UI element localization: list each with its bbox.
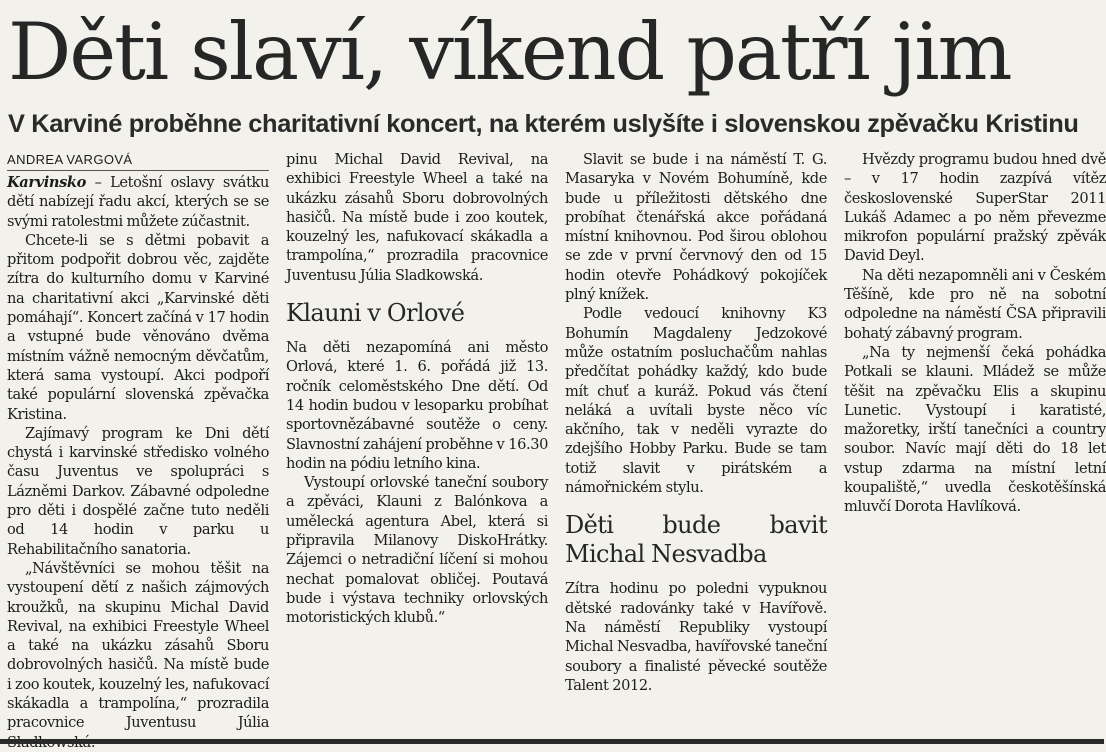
bottom-rule bbox=[0, 739, 1104, 744]
dateline-place: Karvinsko bbox=[7, 174, 86, 191]
headline: Děti slaví, víkend patří jim bbox=[8, 6, 1011, 98]
paragraph: Chcete-li se s dětmi pobavit a přitom podpořit dobrou věc, zajděte zítra do kulturního domu v Karviné na charitativní akci „Karvinské děti pomáhají“. Koncert začíná v 17 hodin a vstupné bude věnováno dvěma místním vážně nemocným děvčatům, která sama vystoupí. Akci podpoří také populární slovenská zpěvačka Kristina. bbox=[7, 231, 269, 423]
paragraph: Hvězdy programu budou hned dvě – v 17 hodin zazpívá vítěz československé SuperStar 2011 Lukáš Adamec a po něm převezme mikrofon populární pražský zpěvák David Deyl. bbox=[844, 151, 1106, 265]
lead-text: – Letošní oslavy svátku dětí nabízejí řadu akcí, kterých se se svými ratolestmi můžete zúčastnit. bbox=[7, 174, 269, 230]
paragraph: Zítra hodinu po poledni vypuknou dětské radovánky také v Havířově. Na náměstí Republiky vystoupí Michal Nesvadba, havířovské taneční soubory a finalisté pěvecké soutěže Talent 2012. bbox=[565, 580, 827, 694]
paragraph: Na děti nezapomněli ani v Českém Těšíně, kde pro ně na sobotní odpoledne na náměstí ČSA připravili bohatý zábavný program. bbox=[844, 266, 1106, 342]
section-heading: Děti bude bavit Michal Nesvadba bbox=[565, 511, 827, 569]
paragraph: Vystoupí orlovské taneční soubory a zpěváci, Klauni z Balónkova a umělecká agentura Abel, která si připravila Milanovy DiskoHrátky. Zájemci o netradiční líčení si mohou nechat pomalovat obličej. Poutavá bude i výstava techniky orlovských motoristických klubů.“ bbox=[286, 474, 548, 627]
subtitle: V Karviné proběhne charitativní koncert, na kterém uslyšíte i slovenskou zpěvačku Kristinu bbox=[8, 110, 1079, 138]
column-2 bbox=[286, 150, 548, 742]
paragraph: pinu Michal David Revival, na exhibici Freestyle Wheel a také na ukázku zásahů Sboru dobrovolných hasičů. Na místě bude i zoo koutek, kouzelný les, nafukovací skákadla a trampolína,“ prozradila pracovnice Juventusu Júlia Sladkowská. bbox=[286, 151, 548, 284]
paragraph: „Na ty nejmenší čeká pohádka Potkali se klauni. Mládež se může těšit na zpěvačku Elis a skupinu Lunetic. Vystoupí i karatisté, mažoretky, irští tanečníci a country soubor. Navíc mají děti do 18 let vstup zdarma na místní letní koupaliště,“ uvedla českotěšínská mluvčí Dorota Havlíková. bbox=[844, 343, 1106, 516]
section-heading: Klauni v Orlové bbox=[286, 299, 465, 328]
lead-paragraph bbox=[7, 173, 269, 231]
column-1 bbox=[7, 150, 269, 742]
paragraph: Na děti nezapomíná ani město Orlová, které 1. 6. pořádá již 13. ročník celoměstského Dne dětí. Od 14 hodin budou v lesoparku probíhat sportovnězábavné soutěže o ceny. Slavnostní zahájení proběhne v 16.30 hodin na pódiu letního kina. bbox=[286, 339, 548, 472]
column-4 bbox=[844, 150, 1106, 742]
paragraph: „Návštěvníci se mohou těšit na vystoupení dětí z našich zájmových kroužků, na skupinu Michal David Revival, na exhibici Freestyle Wheel a také na ukázku zásahů Sboru dobrovolných hasičů. Na místě bude i zoo koutek, kouzelný les, nafukovací skákadla a trampolína,“ prozradila pracovnice Juventusu Júlia bbox=[7, 559, 269, 732]
column-3 bbox=[565, 150, 827, 742]
paragraph: Podle vedoucí knihovny K3 Bohumín Magdaleny Jedzokové může ostatním posluchačům nahlas předčítat pohádky každý, kdo bude mít chuť a kuráž. Pokud vás čtení neláká a uvítali byste něco víc akčního, tak v neděli vyrazte do zdejšího Hobby Parku. Bude se tam totiž slavit v pirátském a námořnickém stylu. bbox=[565, 305, 827, 497]
byline: ANDREA VARGOVÁ bbox=[7, 150, 269, 171]
paragraph: Slavit se bude i na náměstí T. G. Masaryka v Novém Bohumíně, kde bude u příležitosti dětského dne probíhat čtenářská akce pořádaná místní knihovnou. Pod širou oblohou se zde v první červnový den od 15 hodin otevře Pohádkový pokojíček plný knížek. bbox=[565, 151, 827, 304]
paragraph: Zajímavý program ke Dni dětí chystá i karvinské středisko volného času Juventus ve spolupráci s Lázněmi Darkov. Zábavné odpoledne pro děti i dospělé začne tuto neděli od 14 hodin v parku u Rehabilitačního sanatoria. bbox=[7, 424, 269, 558]
